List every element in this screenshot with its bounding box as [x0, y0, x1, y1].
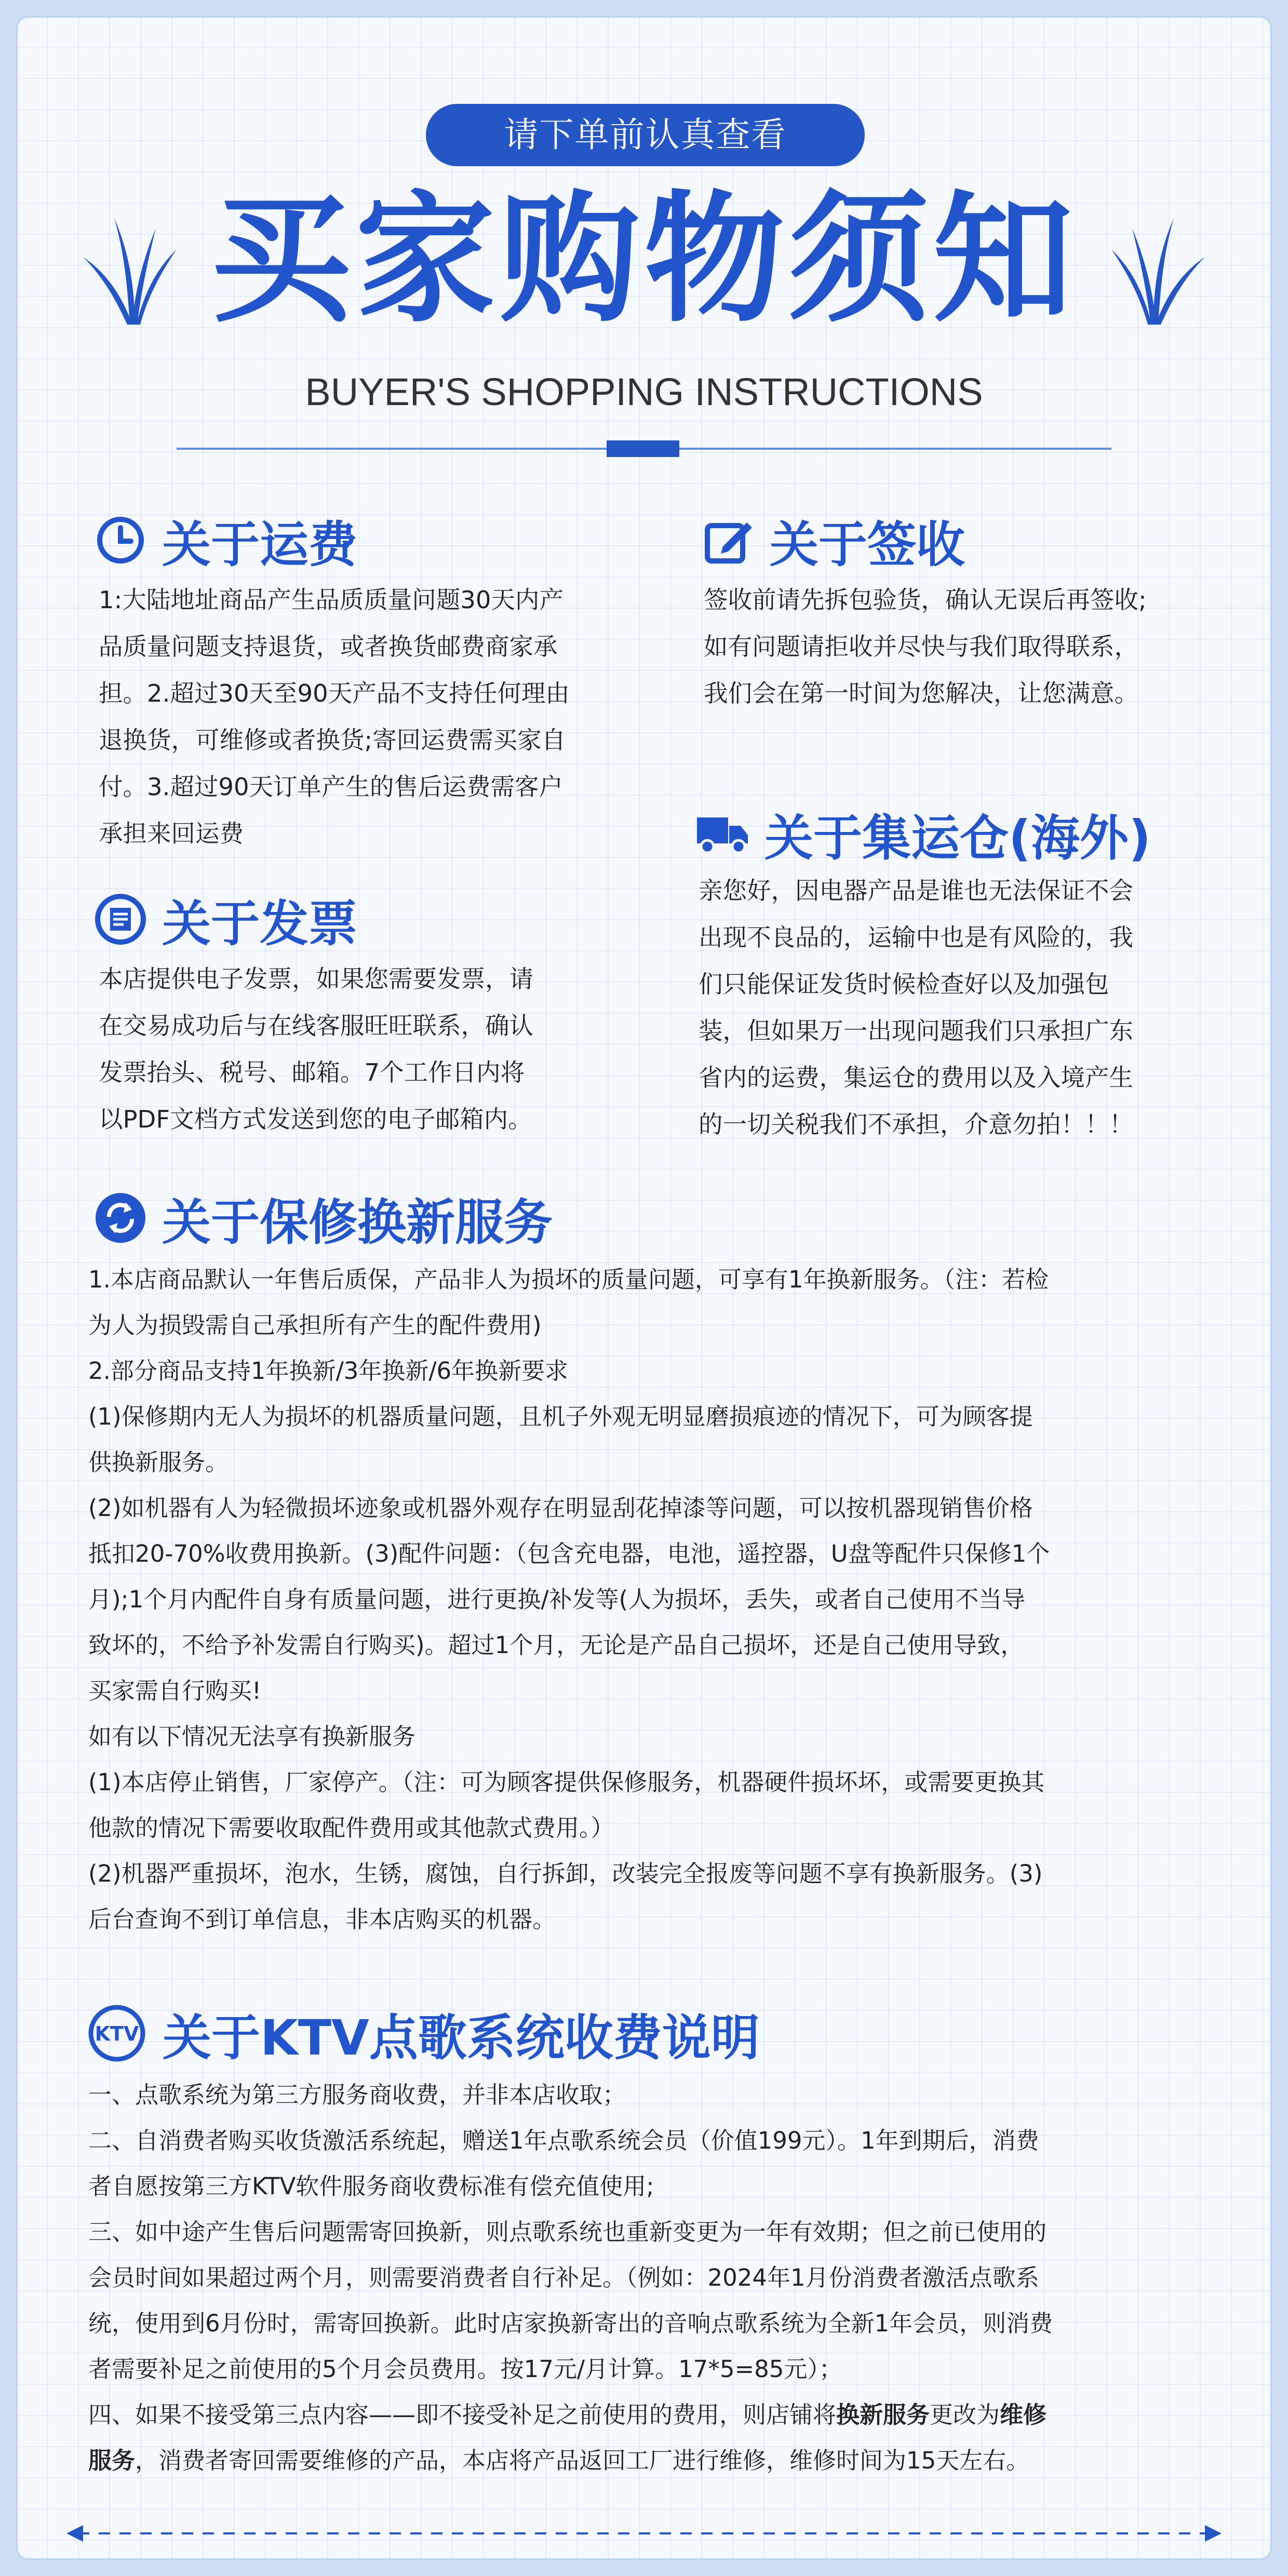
refresh-icon — [93, 1191, 147, 1245]
warranty-title-text: 关于保修换新服务 — [162, 1194, 553, 1251]
overseas-line: 省内的运费，集运仓的费用以及入境产生 — [699, 1064, 1133, 1092]
receipt-title-text: 关于签收 — [770, 516, 965, 573]
svg-text:KTV: KTV — [95, 2022, 139, 2045]
overseas-line: 的一切关税我们不承担，介意勿拍！！！ — [699, 1110, 1133, 1138]
warranty-line: 买家需自行购买! — [88, 1677, 262, 1705]
overseas-line: 们只能保证发货时候检查好以及加强包 — [699, 970, 1109, 998]
shipping-section-title — [93, 504, 357, 576]
warranty-line: 供换新服务。 — [88, 1448, 229, 1476]
warranty-line: (1)保修期内无人为损坏的机器质量问题，且机子外观无明显磨损痕迹的情况下，可为顾客提 — [88, 1403, 1033, 1430]
warranty-line: 致坏的，不给予补发需自行购买)。超过1个月，无论是产品自己损坏，还是自己使用导致， — [88, 1631, 1024, 1659]
ktv-clause4-text: 四、如果不接受第三点内容——即不接受补足之前使用的费用，则店铺将 — [88, 2401, 837, 2429]
ktv-line: 三、如中途产生售后问题需寄回换新，则点歌系统也重新变更为一年有效期；但之前已使用的 — [88, 2218, 1047, 2246]
divider-mark — [607, 440, 679, 457]
overseas-title-text: 关于集运仓(海外) — [764, 810, 1151, 867]
warranty-line: 1.本店商品默认一年售后质保，产品非人为损坏的质量问题，可享有1年换新服务。（注：若检 — [88, 1266, 1049, 1293]
invoice-line: 在交易成功后与在线客服旺旺联系，确认 — [99, 1012, 533, 1040]
invoice-title-text: 关于发票 — [162, 895, 358, 952]
ktv-highlight-service: 服务 — [88, 2447, 136, 2474]
warranty-body — [88, 1257, 1210, 1942]
grass-right-icon — [1106, 208, 1210, 327]
receipt-line: 如有问题请拒收并尽快与我们取得联系， — [704, 633, 1138, 661]
warranty-line: 他款的情况下需要收取配件费用或其他款式费用。） — [88, 1814, 614, 1842]
shipping-line: 付。3.超过90天订单产生的售后运费需客户 — [99, 773, 564, 801]
invoice-line: 本店提供电子发票，如果您需要发票，请 — [99, 965, 533, 993]
warranty-line: 2.部分商品支持1年换新/3年换新/6年换新要求 — [88, 1357, 569, 1385]
clock-icon — [93, 513, 147, 567]
ktv-title-text: 关于KTV点歌系统收费说明 — [163, 2009, 760, 2067]
ktv-line: 者需要补足之前使用的5个月会员费用。按17元/月计算。17*5=85元）； — [88, 2355, 842, 2383]
ktv-section-title — [86, 1997, 760, 2070]
overseas-line: 出现不良品的，运输中也是有风险的，我 — [699, 923, 1133, 951]
invoice-body — [99, 956, 670, 1143]
receipt-body — [704, 576, 1223, 717]
ktv-line: 一、点歌系统为第三方服务商收费，并非本店收取； — [88, 2081, 626, 2109]
ktv-line — [88, 2392, 1220, 2438]
warranty-line: (2)机器严重损坏，泡水，生锈，腐蚀，自行拆卸，改装完全报废等问题不享有换新服务。(3) — [88, 1860, 1043, 1887]
overseas-section-title — [696, 797, 1151, 870]
overseas-line: 亲您好，因电器产品是谁也无法保证不会 — [699, 877, 1133, 905]
warranty-line: (1)本店停止销售，厂家停产。（注：可为顾客提供保修服务，机器硬件损坏坏，或需要更换其 — [88, 1768, 1045, 1796]
warranty-section-title — [93, 1182, 553, 1254]
warranty-line: 为人为损毁需自己承担所有产生的配件费用) — [88, 1311, 542, 1339]
warranty-line: (2)如机器有人为轻微损坏迹象或机器外观存在明显刮花掉漆等问题，可以按机器现销售价格 — [88, 1494, 1033, 1522]
shipping-line: 承担来回运费 — [99, 820, 244, 848]
notice-pill: 请下单前认真查看 — [426, 104, 865, 166]
shipping-body — [99, 576, 670, 857]
ktv-line — [88, 2438, 1220, 2484]
arrow-right-icon — [1205, 2525, 1222, 2542]
ktv-line: 者自愿按第三方KTV软件服务商收费标准有偿充值使用; — [88, 2172, 654, 2200]
warranty-line: 抵扣20-70%收费用换新。(3)配件问题：（包含充电器，电池，遥控器，U盘等配件只保修1个 — [88, 1540, 1050, 1567]
ktv-line: 会员时间如果超过两个月，则需要消费者自行补足。（例如：2024年1月份消费者激活点歌系 — [88, 2264, 1039, 2291]
invoice-icon — [93, 892, 147, 946]
overseas-body — [699, 867, 1228, 1148]
warranty-line: 月);1个月内配件自身有质量问题，进行更换/补发等(人为损坏，丢失，或者自己使用不当导 — [88, 1586, 1026, 1613]
shipping-title-text: 关于运费 — [162, 516, 358, 573]
receipt-line: 我们会在第一时间为您解决，让您满意。 — [704, 679, 1138, 707]
ktv-line: 统，使用到6月份时，需寄回换新。此时店家换新寄出的音响点歌系统为全新1年会员，则消费 — [88, 2310, 1053, 2337]
ktv-clause4-text: 更改为 — [930, 2401, 1000, 2429]
edit-icon — [701, 513, 755, 567]
shipping-line: 担。2.超过30天至90天产品不支持任何理由 — [99, 679, 570, 707]
ktv-clause4-text: ，消费者寄回需要维修的产品，本店将产品返回工厂进行维修，维修时间为15天左右。 — [135, 2447, 1030, 2474]
page-subtitle: BUYER'S SHOPPING INSTRUCTIONS — [305, 370, 983, 413]
warranty-line: 后台查询不到订单信息，非本店购买的机器。 — [88, 1906, 556, 1933]
receipt-line: 签收前请先拆包验货，确认无误后再签收; — [704, 586, 1147, 614]
shipping-line: 1:大陆地址商品产生品质质量问题30天内产 — [99, 586, 564, 614]
ktv-icon — [86, 2004, 148, 2062]
invoice-section-title — [93, 883, 357, 956]
ktv-highlight-renew: 换新服务 — [836, 2401, 930, 2429]
invoice-line: 以PDF文档方式发送到您的电子邮箱内。 — [99, 1105, 532, 1133]
bottom-dashed-line — [78, 2532, 1210, 2534]
page-title: 买家购物须知 — [211, 178, 1077, 341]
invoice-line: 发票抬头、税号、邮箱。7个工作日内将 — [99, 1058, 525, 1086]
ktv-body — [88, 2072, 1220, 2484]
ktv-line: 二、自消费者购买收货激活系统起，赠送1年点歌系统会员（价值199元）。1年到期后，消费 — [88, 2127, 1039, 2154]
ktv-highlight-repair: 维修 — [1000, 2401, 1047, 2429]
grass-left-icon — [78, 208, 182, 327]
receipt-section-title — [701, 504, 965, 576]
truck-icon — [696, 807, 750, 861]
warranty-line: 如有以下情况无法享有换新服务 — [88, 1723, 416, 1750]
shipping-line: 品质量问题支持退货，或者换货邮费商家承 — [99, 633, 558, 661]
overseas-line: 装，但如果万一出现问题我们只承担广东 — [699, 1017, 1133, 1045]
shipping-line: 退换货，可维修或者换货;寄回运费需买家自 — [99, 726, 566, 754]
